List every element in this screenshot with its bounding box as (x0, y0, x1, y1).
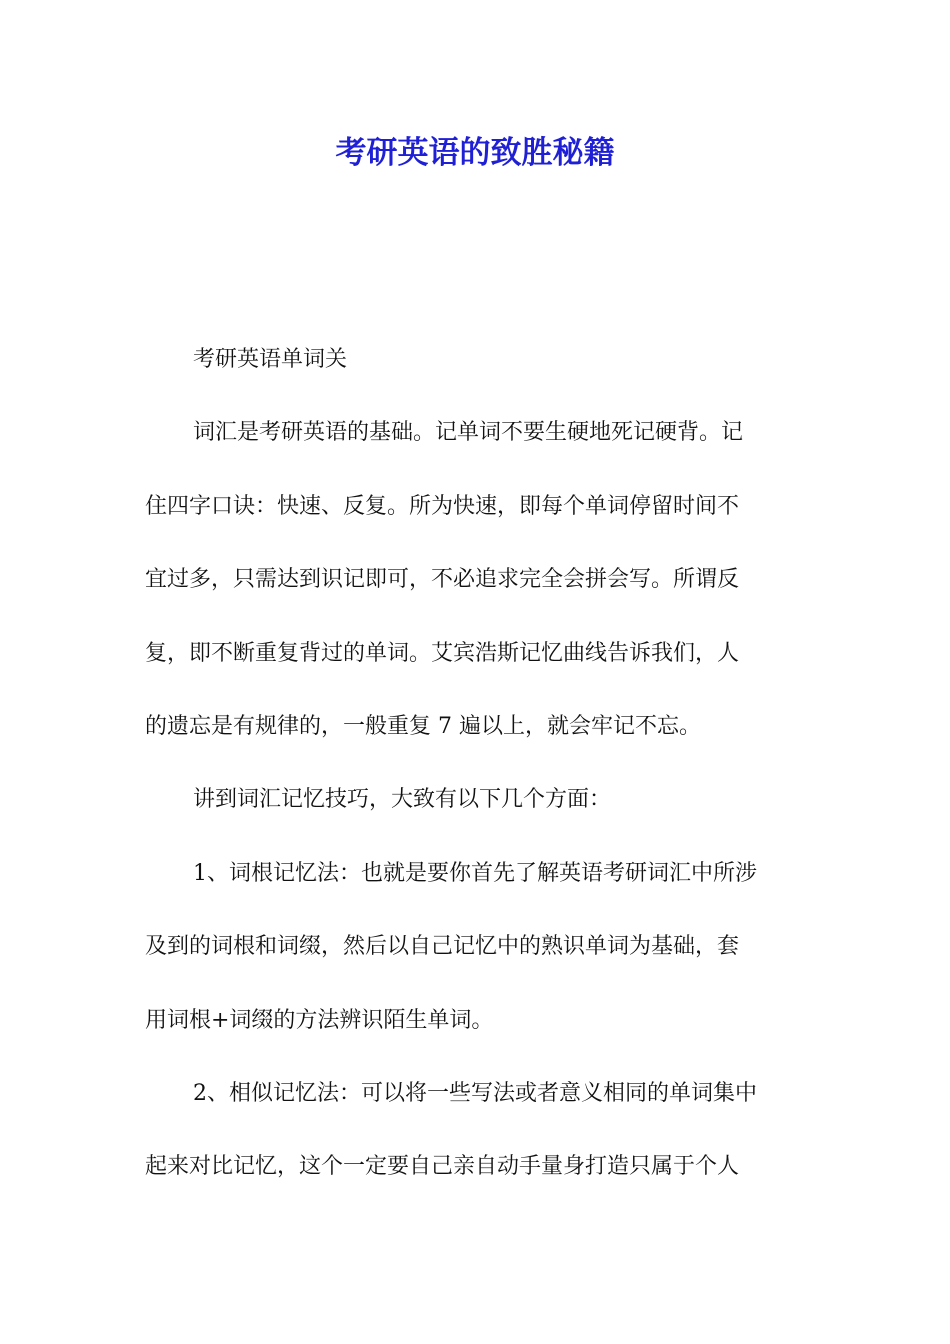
section-heading: 考研英语单词关 (193, 347, 348, 372)
paragraph-line: 讲到词汇记忆技巧，大致有以下几个方面： (193, 787, 612, 813)
list-item-line: 2、相似记忆法：可以将一些写法或者意义相同的单词集中 (193, 1080, 757, 1106)
list-item-line: 用词根+词缀的方法辨识陌生单词。 (145, 1007, 494, 1033)
paragraph-line: 住四字口诀：快速、反复。所为快速，即每个单词停留时间不 (145, 493, 740, 519)
list-item-line: 1、词根记忆法：也就是要你首先了解英语考研词汇中所涉 (193, 860, 757, 886)
paragraph-line: 复，即不断重复背过的单词。艾宾浩斯记忆曲线告诉我们，人 (145, 640, 740, 666)
list-item-line: 起来对比记忆，这个一定要自己亲自动手量身打造只属于个人 (145, 1154, 740, 1180)
paragraph-line: 词汇是考研英语的基础。记单词不要生硬地死记硬背。记 (193, 420, 744, 446)
paragraph-line: 的遗忘是有规律的，一般重复 7 遍以上，就会牢记不忘。 (145, 713, 701, 739)
paragraph-line: 宜过多，只需达到识记即可，不必追求完全会拼会写。所谓反 (145, 567, 740, 593)
document-body (145, 337, 805, 1218)
document-title: 考研英语的致胜秘籍 (335, 135, 615, 171)
list-item-line: 及到的词根和词缀，然后以自己记忆中的熟识单词为基础，套 (145, 934, 740, 960)
